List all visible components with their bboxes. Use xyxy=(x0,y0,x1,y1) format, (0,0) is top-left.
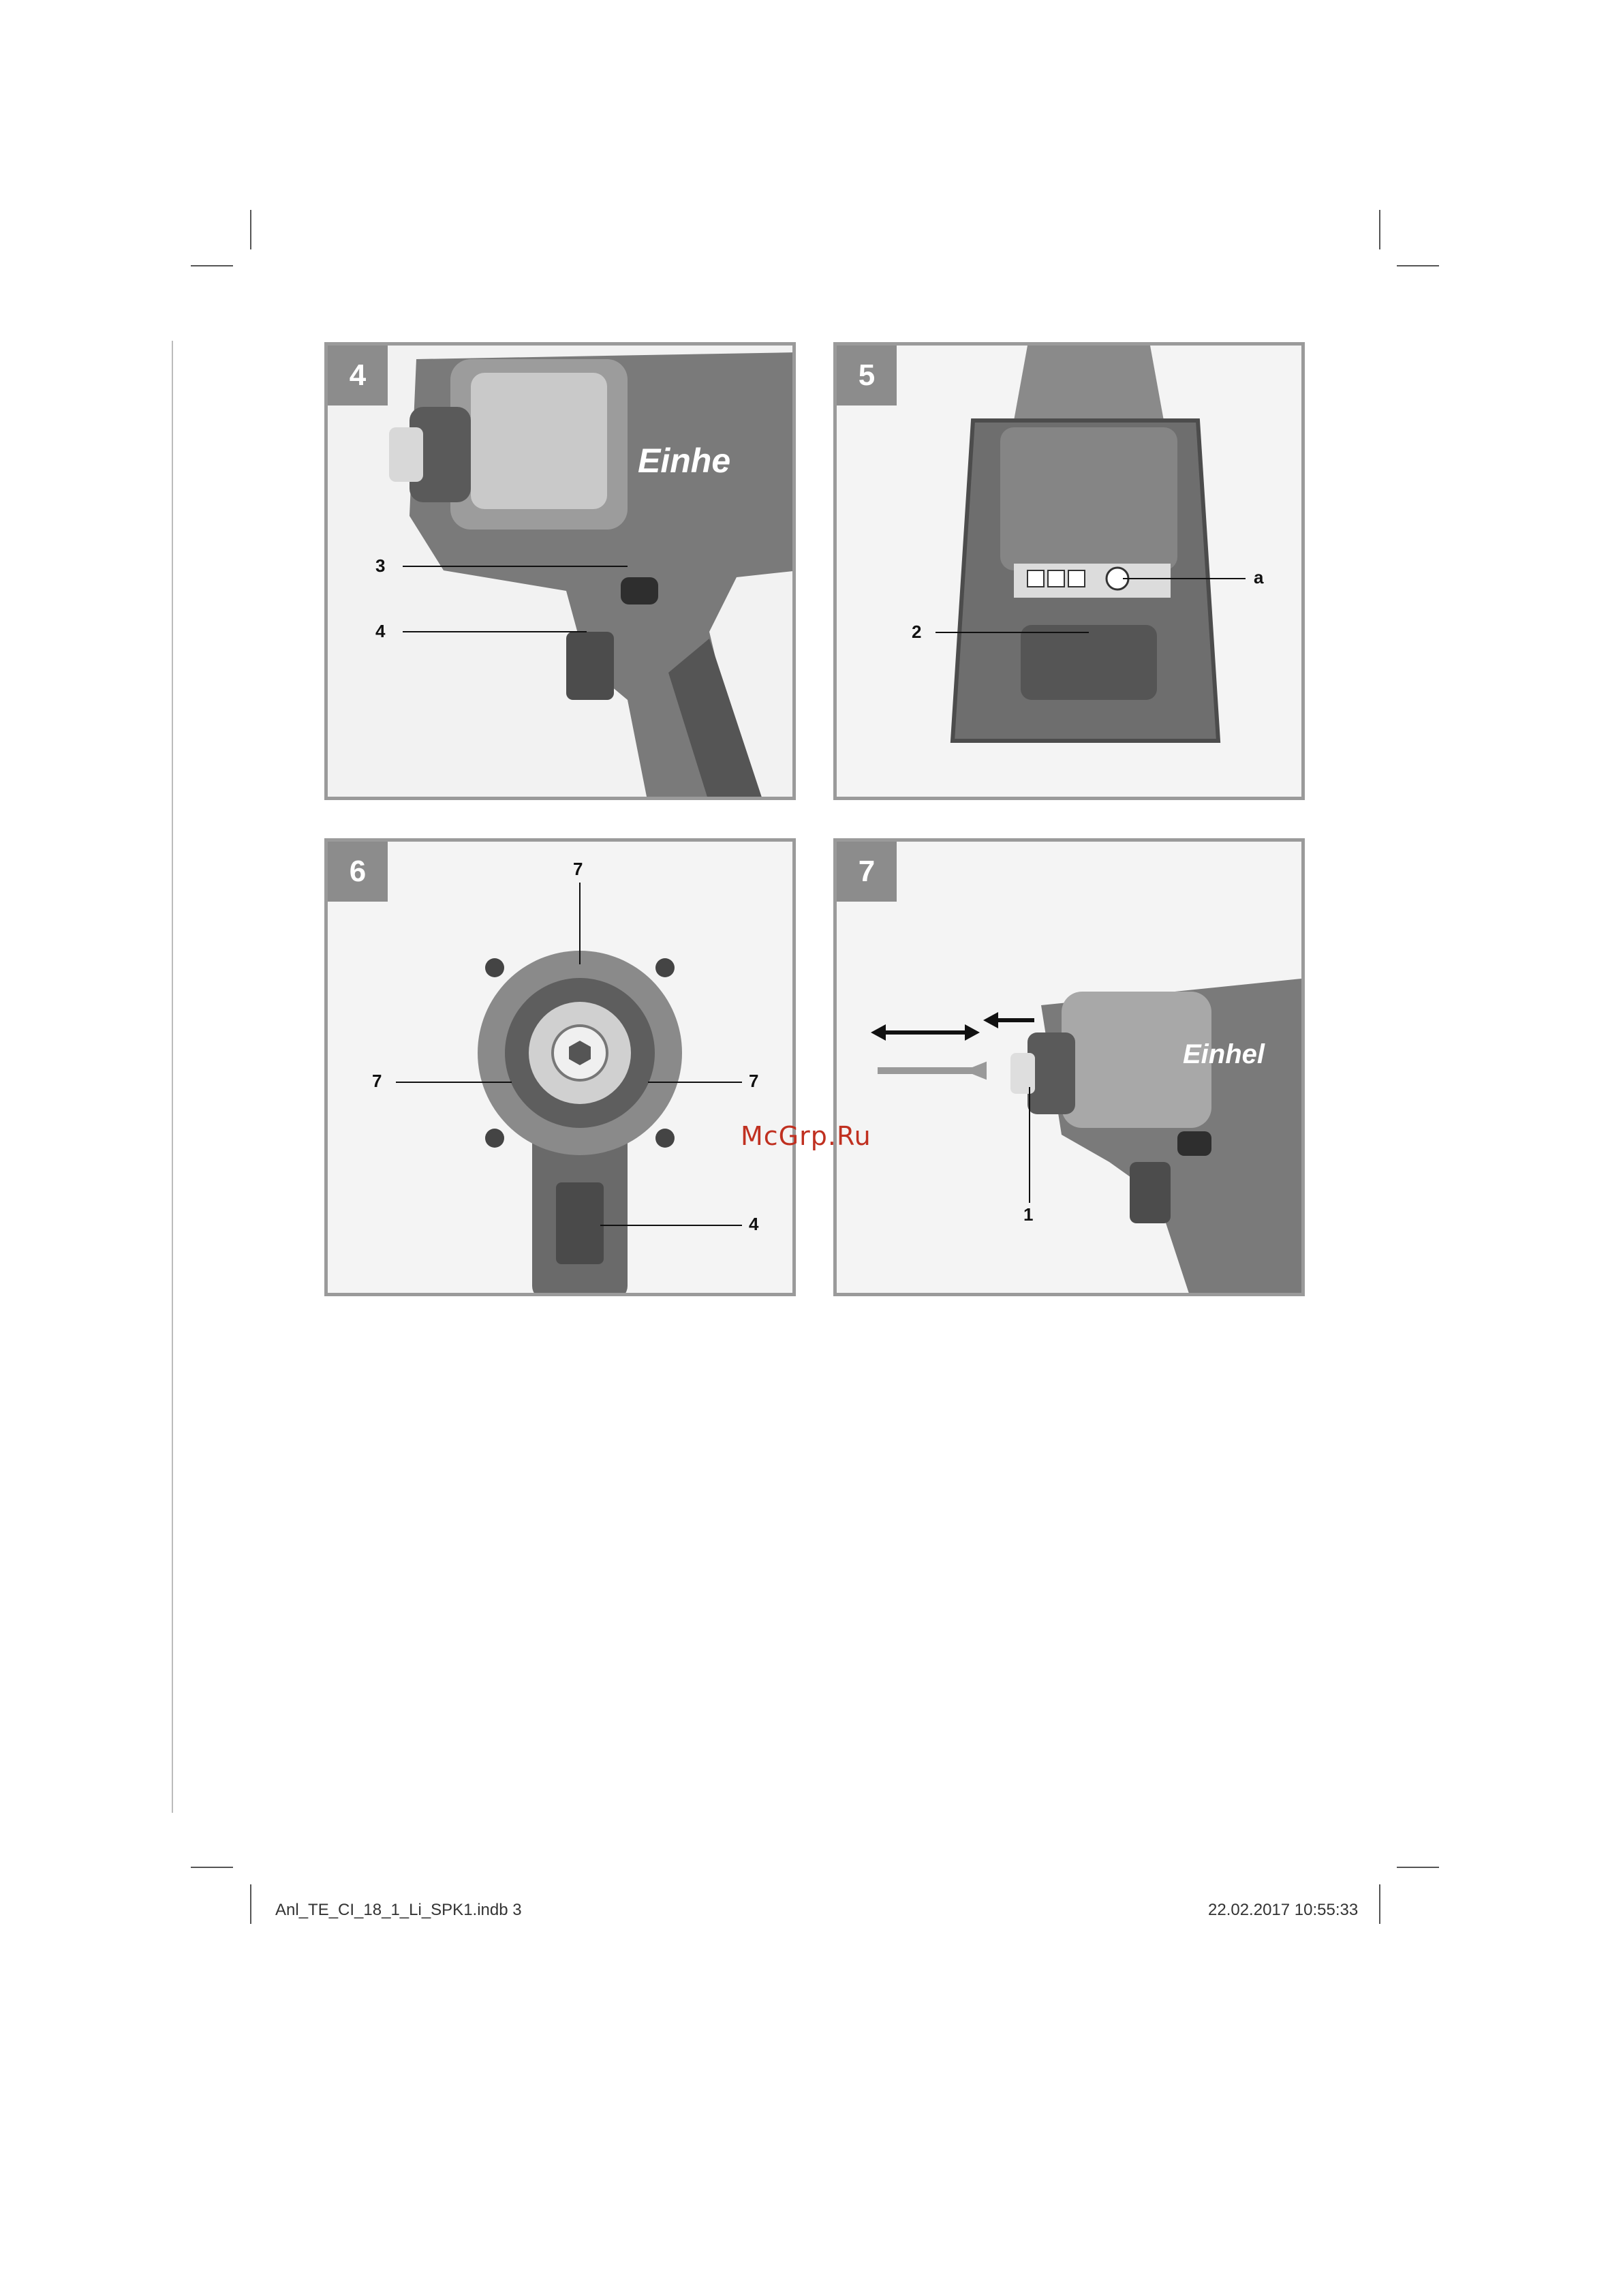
callout-label: 7 xyxy=(749,1071,759,1091)
leader-line xyxy=(648,1082,742,1083)
figure-panel-5 xyxy=(833,342,1305,800)
figure-number: 5 xyxy=(837,346,897,405)
leader-line xyxy=(579,883,581,964)
callout-label: 7 xyxy=(573,859,583,879)
impact-driver-side-image xyxy=(328,346,796,800)
leader-line xyxy=(396,1082,512,1083)
brand-logo: Einhel xyxy=(1183,1039,1265,1069)
figure-panel-6 xyxy=(324,838,796,1296)
crop-mark xyxy=(191,1867,233,1868)
battery-pack-image xyxy=(837,346,1305,800)
callout-label: 4 xyxy=(375,621,386,641)
footer-file-name: Anl_TE_CI_18_1_Li_SPK1.indb 3 xyxy=(275,1901,522,1919)
watermark: McGrp.Ru xyxy=(741,1121,871,1151)
leader-line xyxy=(1029,1087,1030,1203)
figure-number: 6 xyxy=(328,842,388,902)
figure-panel-4 xyxy=(324,342,796,800)
leader-line xyxy=(936,632,1089,633)
callout-label: 4 xyxy=(749,1214,759,1234)
figure-panel-7 xyxy=(833,838,1305,1296)
impact-driver-front-image xyxy=(328,842,796,1296)
crop-mark xyxy=(1379,210,1380,249)
crop-mark xyxy=(191,265,233,266)
crop-mark xyxy=(1397,265,1439,266)
crop-mark xyxy=(250,1884,251,1924)
crop-mark xyxy=(1397,1867,1439,1868)
callout-label: 2 xyxy=(912,622,922,642)
page-margin-line xyxy=(172,341,173,1813)
figure-number: 4 xyxy=(328,346,388,405)
callout-label: 7 xyxy=(372,1071,382,1091)
footer-timestamp: 22.02.2017 10:55:33 xyxy=(1208,1901,1359,1919)
leader-line xyxy=(403,631,587,632)
callout-label: a xyxy=(1254,567,1264,587)
callout-label: 1 xyxy=(1023,1204,1034,1225)
leader-line xyxy=(1123,578,1246,579)
figure-number: 7 xyxy=(837,842,897,902)
crop-mark xyxy=(250,210,251,249)
callout-label: 3 xyxy=(375,555,386,576)
brand-logo: Einhe xyxy=(638,442,731,480)
leader-line xyxy=(600,1225,742,1226)
leader-line xyxy=(403,566,628,567)
crop-mark xyxy=(1379,1884,1380,1924)
